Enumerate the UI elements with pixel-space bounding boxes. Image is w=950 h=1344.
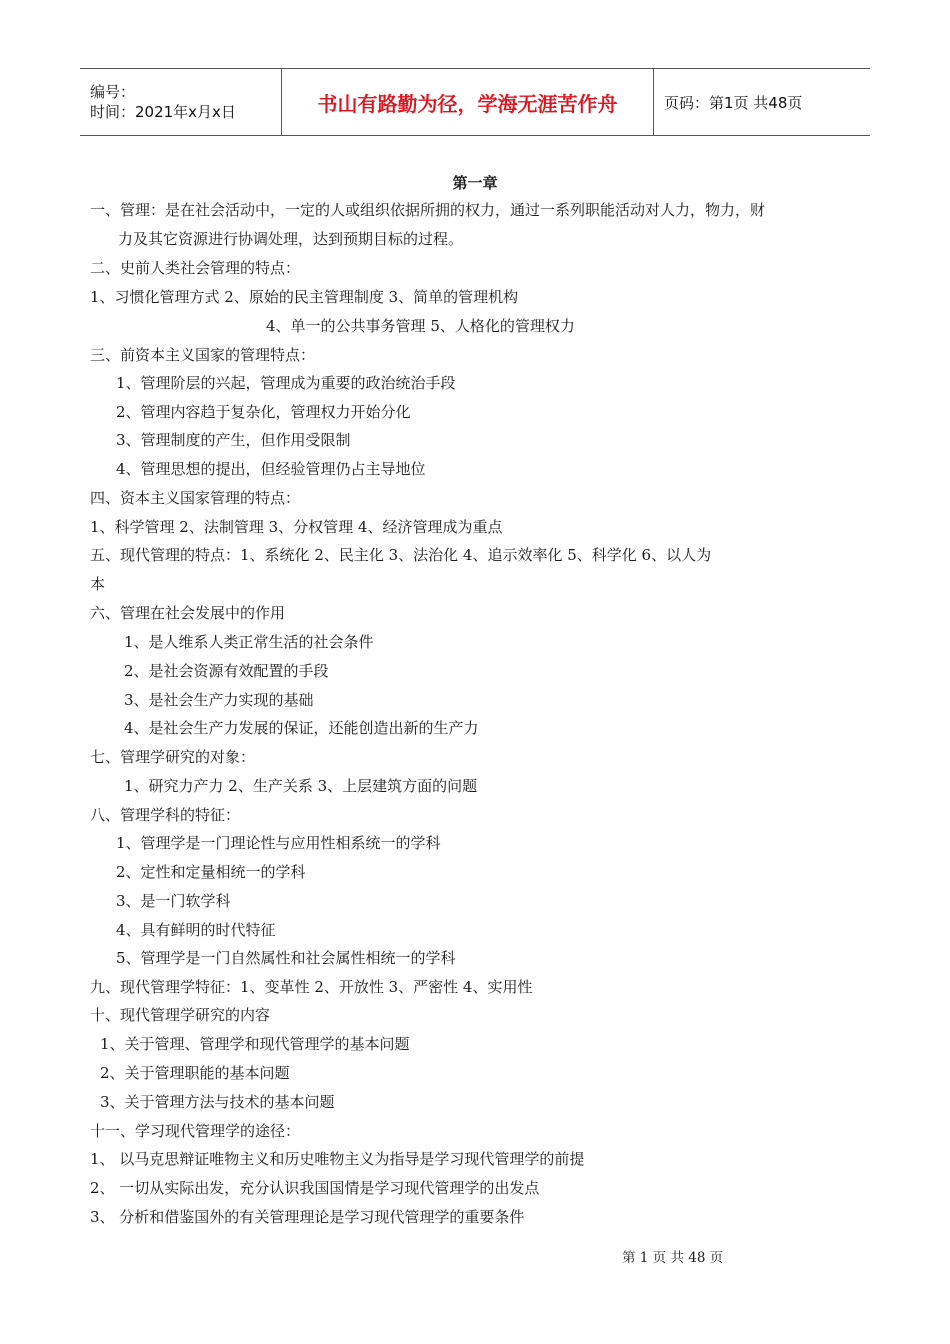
text-line: 4、管理思想的提出，但经验管理仍占主导地位 [116, 460, 426, 478]
text-line: 二、史前人类社会管理的特点： [90, 259, 301, 277]
text-line: 1、 以马克思辩证唯物主义和历史唯物主义为指导是学习现代管理学的前提 [90, 1150, 585, 1168]
text-line: 2、定性和定量相统一的学科 [116, 863, 306, 881]
text-line: 1、管理阶层的兴起，管理成为重要的政治统治手段 [116, 374, 456, 392]
chapter-title: 第一章 [452, 174, 498, 192]
text-line: 3、关于管理方法与技术的基本问题 [100, 1093, 335, 1111]
text-line: 4、单一的公共事务管理 5、人格化的管理权力 [266, 317, 575, 335]
text-line: 七、管理学研究的对象： [90, 748, 256, 766]
text-line: 3、 分析和借鉴国外的有关管理理论是学习现代管理学的重要条件 [90, 1208, 525, 1226]
text-line: 2、管理内容趋于复杂化，管理权力开始分化 [116, 403, 411, 421]
text-line: 1、科学管理 2、法制管理 3、分权管理 4、经济管理成为重点 [90, 518, 503, 536]
text-line: 1、关于管理、管理学和现代管理学的基本问题 [100, 1035, 410, 1053]
text-line: 九、现代管理学特征：1、变革性 2、开放性 3、严密性 4、实用性 [90, 978, 533, 996]
text-line: 4、是社会生产力发展的保证，还能创造出新的生产力 [124, 719, 479, 737]
text-line: 2、关于管理职能的基本问题 [100, 1064, 290, 1082]
text-line: 本 [90, 575, 106, 593]
text-line: 1、习惯化管理方式 2、原始的民主管理制度 3、简单的管理机构 [90, 288, 519, 306]
text-line: 3、是社会生产力实现的基础 [124, 691, 314, 709]
text-line: 八、管理学科的特征： [90, 806, 241, 824]
page-footer: 第 1 页 共 48 页 [622, 1250, 724, 1266]
text-line: 力及其它资源进行协调处理，达到预期目标的过程。 [118, 230, 464, 248]
document-time-label: 时间：2021年x月x日 [90, 103, 236, 121]
document-number-label: 编号： [90, 83, 136, 101]
header-motto: 书山有路勤为径，学海无涯苦作舟 [282, 69, 654, 135]
text-line: 1、研究力产力 2、生产关系 3、上层建筑方面的问题 [124, 777, 478, 795]
text-line: 5、管理学是一门自然属性和社会属性相统一的学科 [116, 949, 456, 967]
text-line: 十一、学习现代管理学的途径： [90, 1122, 301, 1140]
text-line: 四、资本主义国家管理的特点： [90, 489, 301, 507]
text-line: 六、管理在社会发展中的作用 [90, 604, 286, 622]
text-line: 2、 一切从实际出发，充分认识我国国情是学习现代管理学的出发点 [90, 1179, 540, 1197]
header-page-number: 页码：第1页 共48页 [664, 93, 803, 112]
text-line: 4、具有鲜明的时代特征 [116, 921, 276, 939]
text-line: 五、现代管理的特点：1、系统化 2、民主化 3、法治化 4、追示效率化 5、科学化 6、以人为 [90, 546, 712, 564]
text-line: 2、是社会资源有效配置的手段 [124, 662, 329, 680]
text-line: 3、是一门软学科 [116, 892, 231, 910]
text-line: 1、管理学是一门理论性与应用性相系统一的学科 [116, 834, 441, 852]
text-line: 3、管理制度的产生，但作用受限制 [116, 431, 351, 449]
text-line: 三、前资本主义国家的管理特点： [90, 346, 316, 364]
text-line: 一、管理：是在社会活动中，一定的人或组织依据所拥的权力，通过一系列职能活动对人力，物力，财 [90, 201, 766, 219]
text-line: 十、现代管理学研究的内容 [90, 1006, 271, 1024]
text-line: 1、是人维系人类正常生活的社会条件 [124, 633, 374, 651]
